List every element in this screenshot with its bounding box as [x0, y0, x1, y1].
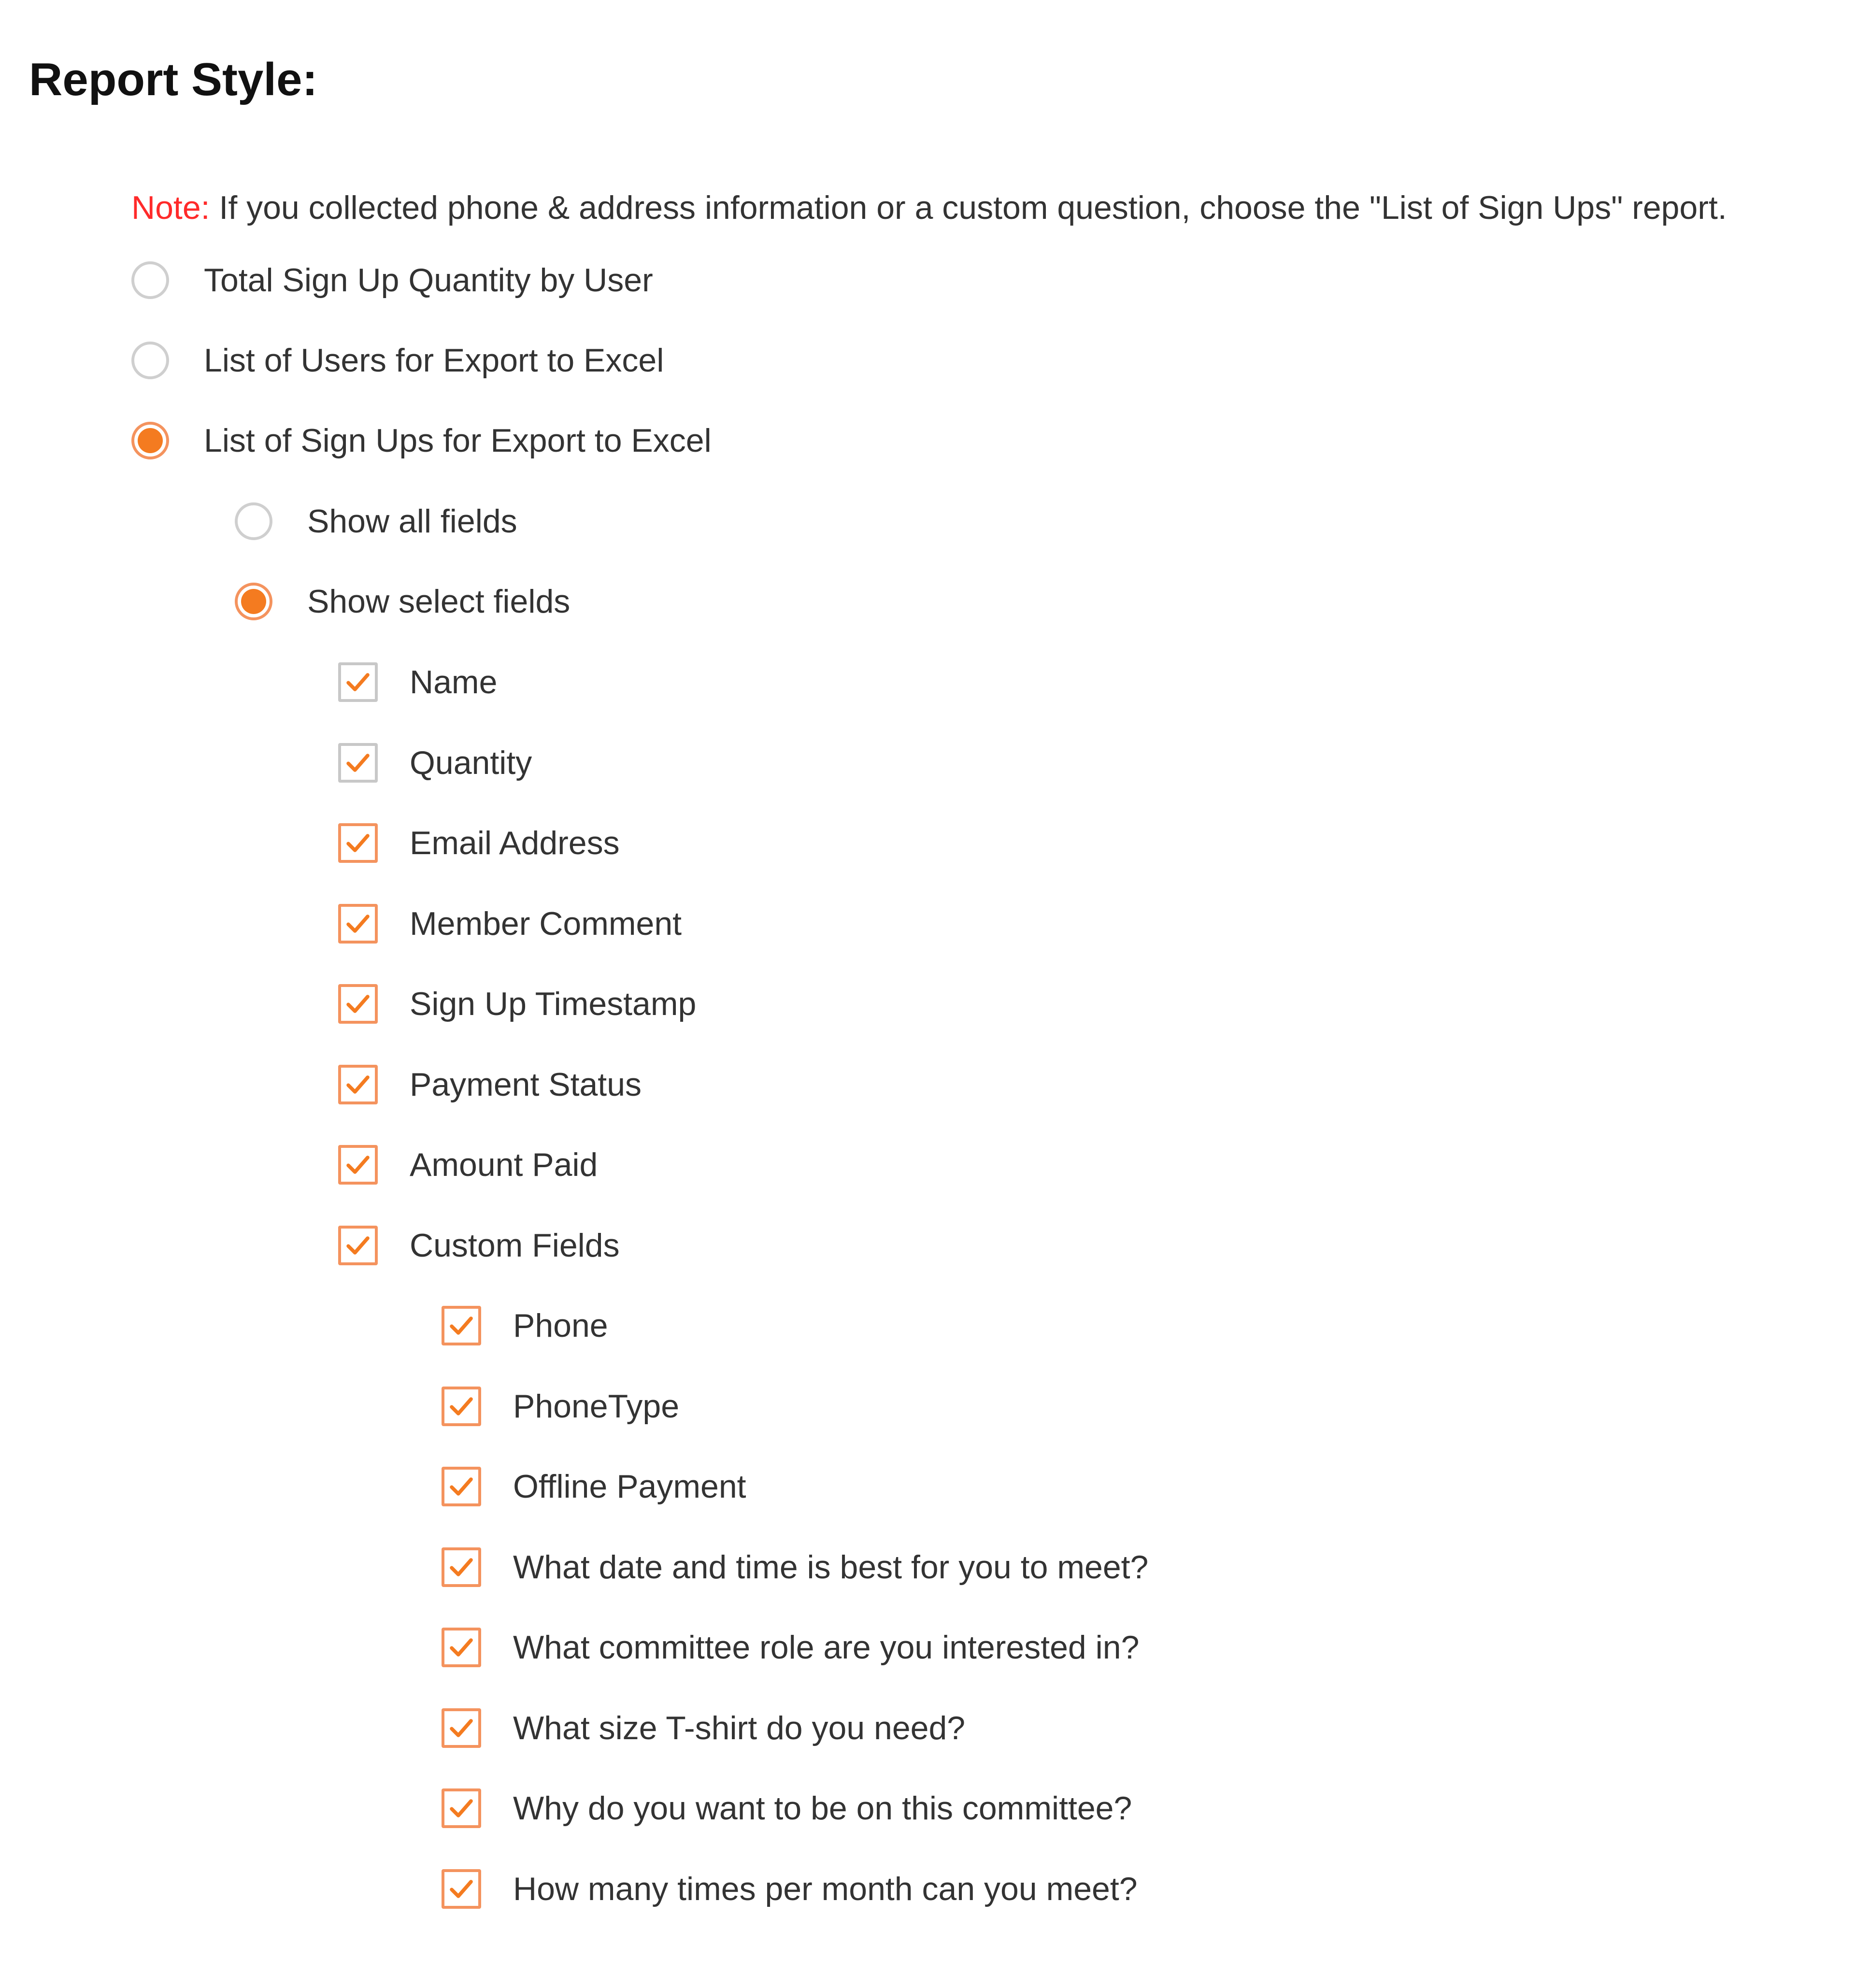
checkbox-option-member-comment[interactable]: [338, 897, 682, 950]
checkbox-meeting-time[interactable]: [442, 1547, 481, 1587]
checkbox-option-tshirt-size[interactable]: [442, 1702, 965, 1755]
radio-label: Total Sign Up Quantity by User: [204, 262, 653, 299]
checkbox-committee-reason[interactable]: [442, 1788, 481, 1828]
radio-option-list-of-sign-ups[interactable]: [131, 414, 712, 467]
checkbox-label: What committee role are you interested in?: [513, 1629, 1140, 1666]
checkbox-option-meeting-time[interactable]: [442, 1541, 1148, 1594]
checkbox-option-amount-paid[interactable]: [338, 1138, 598, 1191]
checkbox-option-email-address[interactable]: [338, 816, 620, 870]
checkbox-email-address[interactable]: [338, 823, 378, 863]
checkbox-quantity[interactable]: [338, 743, 378, 783]
checkbox-label: Payment Status: [410, 1066, 642, 1103]
checkbox-option-offline-payment[interactable]: [442, 1460, 746, 1513]
radio-option-show-select-fields[interactable]: [235, 575, 570, 628]
checkbox-amount-paid[interactable]: [338, 1145, 378, 1185]
radio-label: List of Users for Export to Excel: [204, 342, 664, 379]
checkmark-icon: [343, 989, 372, 1018]
checkbox-offline-payment[interactable]: [442, 1467, 481, 1506]
checkbox-option-phone[interactable]: [442, 1299, 608, 1352]
report-note: [131, 188, 1727, 227]
checkbox-label: Offline Payment: [513, 1468, 746, 1505]
radio-show-all-fields[interactable]: [235, 502, 272, 540]
checkbox-label: Why do you want to be on this committee?: [513, 1790, 1132, 1827]
checkbox-label: Amount Paid: [410, 1146, 598, 1183]
checkmark-icon: [447, 1633, 476, 1662]
checkbox-option-meetings-per-month[interactable]: [442, 1862, 1138, 1916]
checkmark-icon: [343, 1150, 372, 1179]
radio-label: Show all fields: [307, 503, 517, 540]
checkbox-custom-fields[interactable]: [338, 1226, 378, 1265]
checkmark-icon: [447, 1714, 476, 1743]
radio-total-sign-up-quantity[interactable]: [131, 261, 169, 299]
checkmark-icon: [343, 668, 372, 697]
radio-selected-dot: [138, 428, 163, 453]
radio-option-list-of-users[interactable]: [131, 334, 664, 387]
checkbox-label: Email Address: [410, 825, 620, 861]
checkbox-sign-up-timestamp[interactable]: [338, 984, 378, 1024]
note-text: If you collected phone & address information or a custom question, choose the "List of Sign Ups" report.: [210, 189, 1727, 226]
checkbox-label: Phone: [513, 1307, 608, 1344]
checkbox-option-payment-status[interactable]: [338, 1058, 642, 1111]
checkbox-option-committee-reason[interactable]: [442, 1782, 1132, 1835]
checkbox-name[interactable]: [338, 662, 378, 702]
radio-label: Show select fields: [307, 583, 571, 620]
checkbox-option-committee-role[interactable]: [442, 1621, 1139, 1674]
checkbox-label: Quantity: [410, 744, 532, 781]
checkbox-phonetype[interactable]: [442, 1387, 481, 1426]
checkmark-icon: [447, 1553, 476, 1582]
checkbox-meetings-per-month[interactable]: [442, 1869, 481, 1909]
checkmark-icon: [343, 909, 372, 938]
checkbox-phone[interactable]: [442, 1306, 481, 1345]
checkbox-label: What size T-shirt do you need?: [513, 1710, 966, 1746]
radio-option-show-all-fields[interactable]: [235, 495, 517, 548]
radio-list-of-users[interactable]: [131, 342, 169, 379]
checkmark-icon: [447, 1311, 476, 1340]
radio-list-of-sign-ups[interactable]: [131, 422, 169, 459]
checkbox-option-quantity[interactable]: [338, 736, 532, 789]
checkbox-option-custom-fields[interactable]: [338, 1219, 620, 1272]
checkbox-label: Member Comment: [410, 905, 682, 942]
checkbox-committee-role[interactable]: [442, 1628, 481, 1667]
checkmark-icon: [447, 1472, 476, 1501]
section-title: Report Style:: [29, 54, 318, 105]
checkbox-payment-status[interactable]: [338, 1065, 378, 1104]
checkmark-icon: [343, 1231, 372, 1260]
checkmark-icon: [343, 829, 372, 858]
checkbox-label: Custom Fields: [410, 1227, 620, 1264]
radio-option-total-sign-up-quantity[interactable]: [131, 254, 653, 307]
radio-selected-dot: [241, 589, 266, 614]
checkbox-label: How many times per month can you meet?: [513, 1871, 1138, 1907]
radio-label: List of Sign Ups for Export to Excel: [204, 422, 712, 459]
checkmark-icon: [447, 1874, 476, 1903]
checkbox-option-name[interactable]: [338, 656, 497, 709]
checkmark-icon: [343, 1070, 372, 1099]
checkmark-icon: [447, 1794, 476, 1823]
checkbox-option-sign-up-timestamp[interactable]: [338, 977, 696, 1030]
checkbox-label: Name: [410, 664, 498, 701]
checkmark-icon: [343, 748, 372, 777]
checkbox-tshirt-size[interactable]: [442, 1708, 481, 1748]
checkmark-icon: [447, 1392, 476, 1421]
checkbox-label: PhoneType: [513, 1388, 680, 1425]
checkbox-option-phonetype[interactable]: [442, 1380, 679, 1433]
checkbox-label: What date and time is best for you to meet?: [513, 1549, 1149, 1586]
checkbox-member-comment[interactable]: [338, 904, 378, 944]
checkbox-label: Sign Up Timestamp: [410, 986, 697, 1022]
radio-show-select-fields[interactable]: [235, 583, 272, 620]
note-label: Note:: [131, 189, 210, 226]
